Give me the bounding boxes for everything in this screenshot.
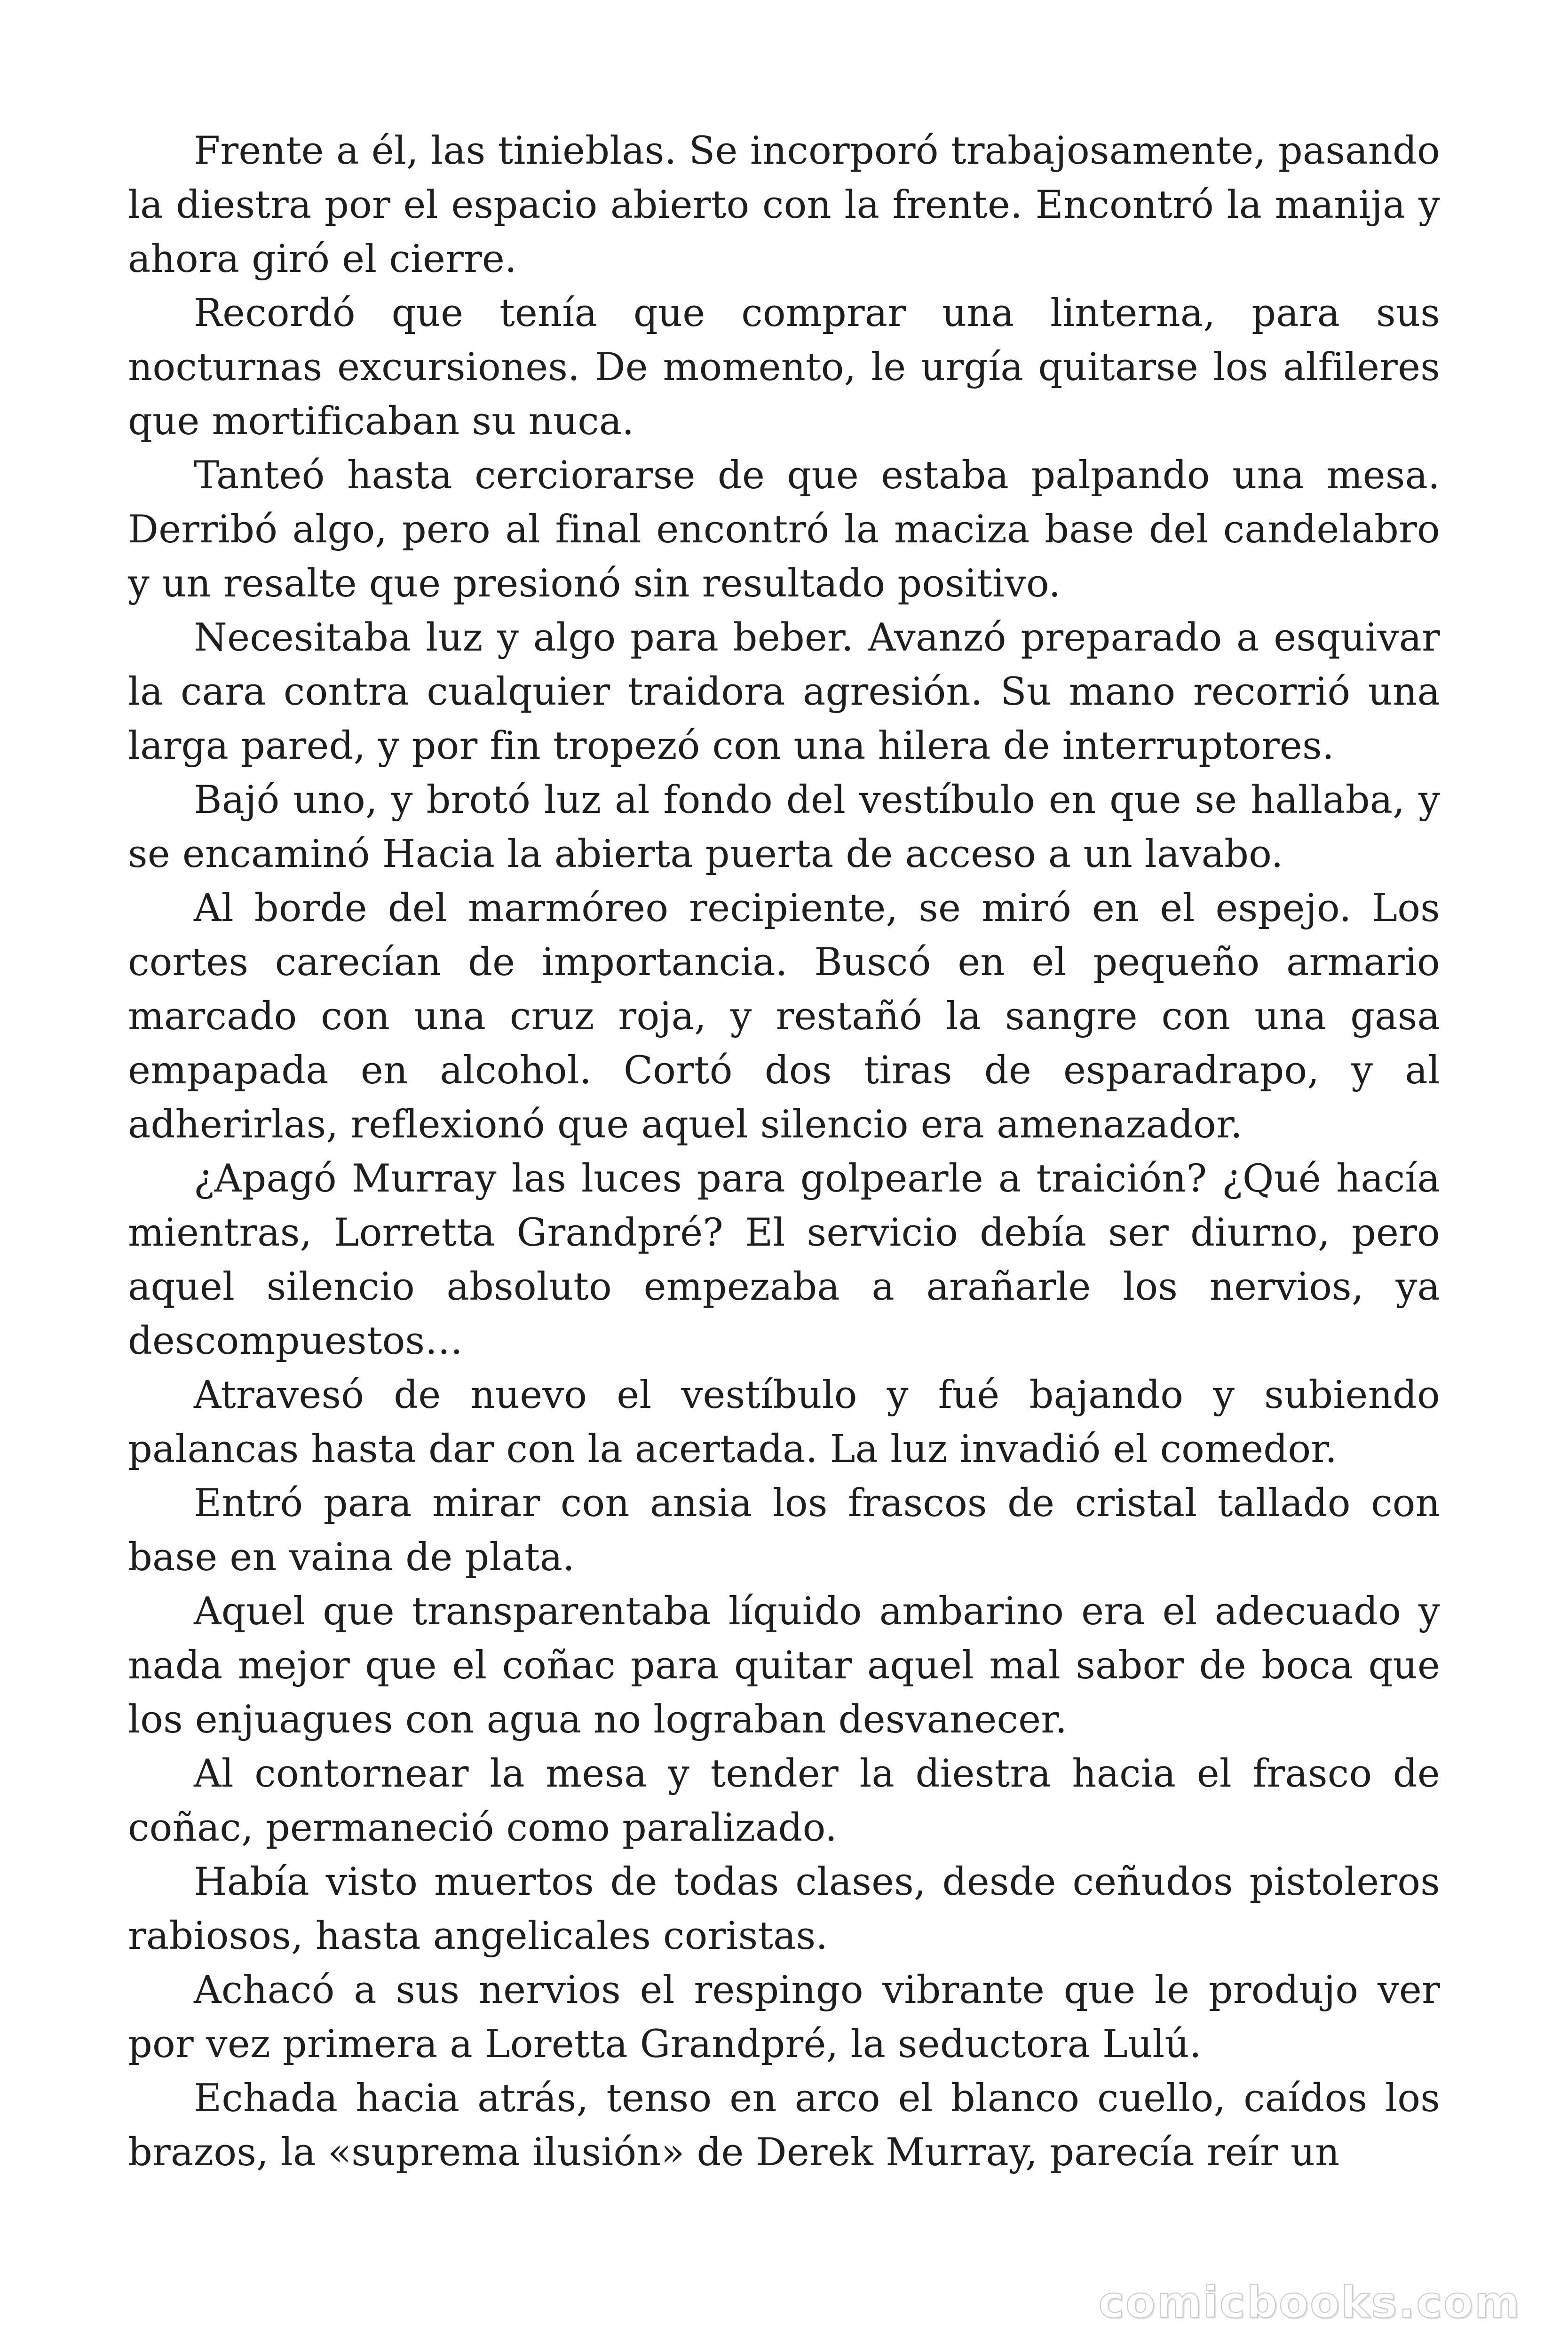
paragraph: Entró para mirar con ansia los frascos de cristal tallado con base en vaina de plata.	[128, 1481, 1440, 1580]
page-body	[128, 124, 1440, 2180]
paragraph: Aquel que transparentaba líquido ambarino era el adecuado y nada mejor que el coñac para quitar aquel mal sabor de boca que los enjuagues con agua no lograban desvanecer.	[128, 1589, 1440, 1742]
paragraph: Bajó uno, y brotó luz al fondo del vestíbulo en que se hallaba, y se encaminó Hacia la abierta puerta de acceso a un lavabo.	[128, 778, 1440, 876]
paragraph: Había visto muertos de todas clases, desde ceñudos pistoleros rabiosos, hasta angelicales coristas.	[128, 1860, 1440, 1958]
paragraph: Frente a él, las tinieblas. Se incorporó trabajosamente, pasando la diestra por el espacio abierto con la frente. Encontró la manija y ahora giró el cierre.	[128, 129, 1440, 281]
paragraph: Recordó que tenía que comprar una linterna, para sus nocturnas excursiones. De momento, le urgía quitarse los alfileres que mortificaban su nuca.	[128, 291, 1440, 444]
paragraph: Echada hacia atrás, tenso en arco el blanco cuello, caídos los brazos, la «suprema ilusión» de Derek Murray, parecía reír un	[128, 2076, 1440, 2175]
paragraph: Atravesó de nuevo el vestíbulo y fué bajando y subiendo palancas hasta dar con la acertada. La luz invadió el comedor.	[128, 1373, 1440, 1471]
paragraph: Achacó a sus nervios el respingo vibrante que le produjo ver por vez primera a Loretta Grandpré, la seductora Lulú.	[128, 1968, 1440, 2066]
paragraph: Necesitaba luz y algo para beber. Avanzó preparado a esquivar la cara contra cualquier traidora agresión. Su mano recorrió una larga pared, y por fin tropezó con una hilera de interruptores.	[128, 616, 1440, 768]
watermark: comicbooks.com	[1098, 2277, 1521, 2328]
paragraph: Tanteó hasta cerciorarse de que estaba palpando una mesa. Derribó algo, pero al final encontró la maciza base del candelabro y un resalte que presionó sin resultado positivo.	[128, 453, 1440, 606]
paragraph: ¿Apagó Murray las luces para golpearle a traición? ¿Qué hacía mientras, Lorretta Grandpré? El servicio debía ser diurno, pero aquel silencio absoluto empezaba a arañarle los nervios, ya descompuestos…	[128, 1157, 1440, 1363]
paragraph: Al contornear la mesa y tender la diestra hacia el frasco de coñac, permaneció como paralizado.	[128, 1752, 1440, 1850]
paragraph: Al borde del marmóreo recipiente, se miró en el espejo. Los cortes carecían de importancia. Buscó en el pequeño armario marcado con una cruz roja, y restañó la sangre con una gasa empapada en alcohol. Cortó dos tiras de esparadrapo, y al adherirlas, reflexionó que aquel silencio era amenazador.	[128, 886, 1440, 1147]
